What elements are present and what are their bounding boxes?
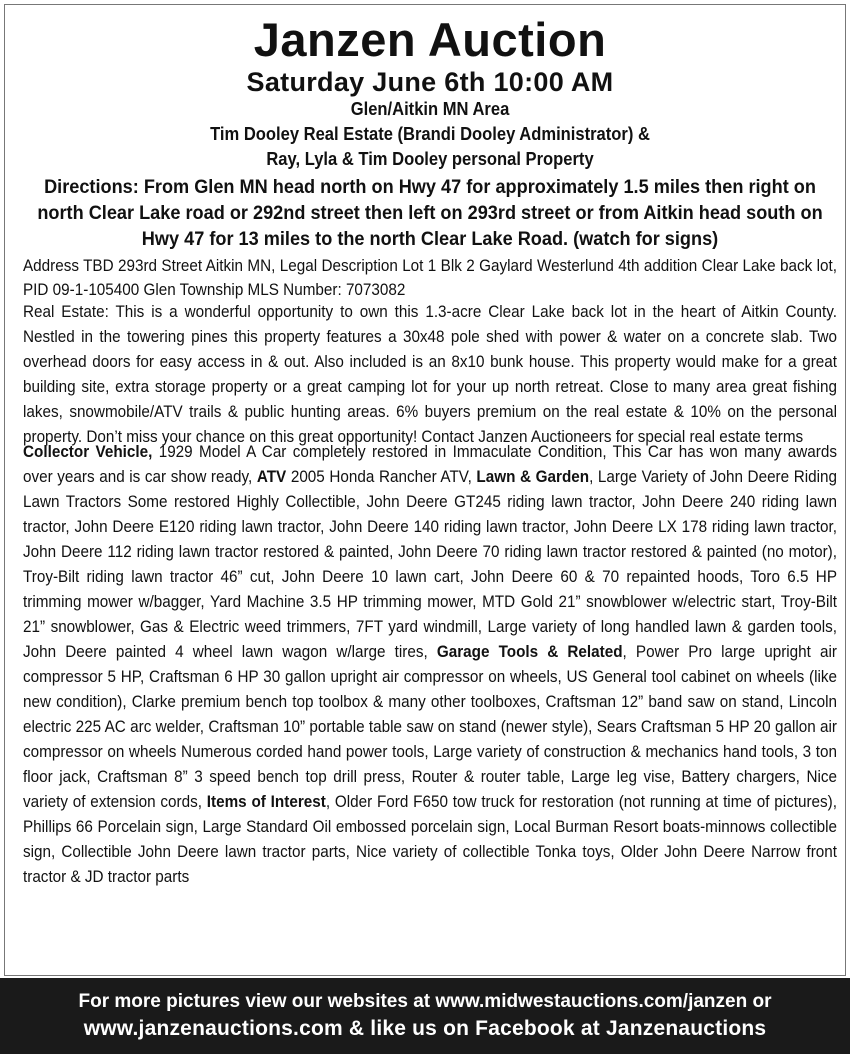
collector-vehicle-heading: Collector Vehicle, bbox=[23, 443, 153, 461]
auction-items bbox=[23, 440, 837, 890]
footer-line-2: www.janzenauctions.com & like us on Facebook at Janzenauctions bbox=[83, 1017, 767, 1040]
auction-date: Saturday June 6th 10:00 AM bbox=[246, 67, 614, 97]
items-of-interest-heading: Items of Interest bbox=[206, 793, 326, 811]
flyer-content bbox=[23, 5, 837, 890]
flyer-border bbox=[4, 4, 846, 976]
atv-heading: ATV bbox=[256, 468, 287, 486]
auction-area: Glen/Aitkin MN Area bbox=[350, 99, 510, 119]
garage-tools-text: , Power Pro large upright air compressor 5 HP, Craftsman 6 HP 30 gallon upright air compressor on wheels, US General tool cabinet on wheels (like new condition), Clarke premium bench top toolbox & many other toolboxes, Craftsman 12” band saw on stand, Lincoln electric 225 AC arc welder, Craftsman 10” portable table saw on stand (newer style), Sears Craftsman 5 HP 20 gallon air compressor on wheels Numerous corded hand power tools, Large variety of construction & mechanics hand tools, 3 ton floor jack, Craftsman 8” 3 speed bench top drill press, Router & router table, Large leg vise, Battery chargers, Nice variety of extension cords, bbox=[23, 643, 837, 811]
items-of-interest-text: , Older Ford F650 tow truck for restoration (not running at time of pictures), Phillips 66 Porcelain sign, Large Standard Oil embossed porcelain sign, Local Burman Resort boats-minnows collectible sign, Collectible John Deere lawn tractor parts, Nice variety of collectible Tonka toys, Older John Deere Narrow front tractor & JD tractor parts bbox=[23, 793, 838, 886]
seller-line-2: Ray, Lyla & Tim Dooley personal Property bbox=[266, 149, 594, 169]
footer-line-1: For more pictures view our websites at www.midwestauctions.com/janzen or bbox=[78, 991, 772, 1012]
footer-banner bbox=[0, 978, 850, 1054]
property-address: Address TBD 293rd Street Aitkin MN, Legal Description Lot 1 Blk 2 Gaylard Westerlund 4th addition Clear Lake back lot, PID 09-1-105400 Glen Township MLS Number: 7073082 bbox=[23, 257, 837, 299]
seller-line-1: Tim Dooley Real Estate (Brandi Dooley Administrator) & bbox=[210, 124, 650, 144]
lawn-garden-heading: Lawn & Garden bbox=[476, 468, 590, 486]
atv-text: 2005 Honda Rancher ATV, bbox=[286, 468, 477, 486]
garage-tools-heading: Garage Tools & Related bbox=[436, 643, 623, 661]
directions: Directions: From Glen MN head north on Hwy 47 for approximately 1.5 miles then right on north Clear Lake road or 292nd street then left on 293rd street or from Aitkin head south on Hwy 47 for 13 miles to the north Clear Lake Road. (watch for signs) bbox=[37, 176, 823, 250]
page-title: Janzen Auction bbox=[253, 13, 607, 66]
collector-vehicle-text: 1929 Model A Car completely restored in Immaculate Condition, This Car has won many awards over years and is car show ready, bbox=[23, 443, 837, 486]
lawn-garden-text: , Large Variety of John Deere Riding Lawn Tractors Some restored Highly Collectible, John Deere GT245 riding lawn tractor, John Deere 240 riding lawn tractor, John Deere E120 riding lawn tractor, John Deere 140 riding lawn tractor, John Deere LX 178 riding lawn tractor, John Deere 112 riding lawn tractor restored & painted, John Deere 70 riding lawn tractor restored & painted (no motor), Troy-Bilt riding lawn tractor 46” cut, John Deere 10 lawn cart, John Deere 60 & 70 repainted hoods, Toro 6.5 HP trimming mower w/bagger, Yard Machine 3.5 HP trimming mower, MTD Gold 21” snowblower w/electric start, Troy-Bilt 21” snowblower, Gas & Electric weed trimmers, 7FT yard windmill, Large variety of long handled lawn & garden tools, John Deere painted 4 wheel lawn wagon w/large tires, bbox=[23, 468, 837, 661]
real-estate-description: Real Estate: This is a wonderful opportunity to own this 1.3-acre Clear Lake back lot in the heart of Aitkin County. Nestled in the towering pines this property features a 30x48 pole shed with power & water on a concrete slab. Two overhead doors for easy access in & out. Also included is an 8x10 bunk house. This property would make for a great building site, extra storage property or a great camping lot for your up north retreat. Close to many area great fishing lakes, snowmobile/ATV trails & public hunting areas. 6% buyers premium on the real estate & 10% on the personal property. Don’t miss your chance on this great opportunity! Contact Janzen Auctioneers for special real estate terms bbox=[23, 303, 837, 446]
